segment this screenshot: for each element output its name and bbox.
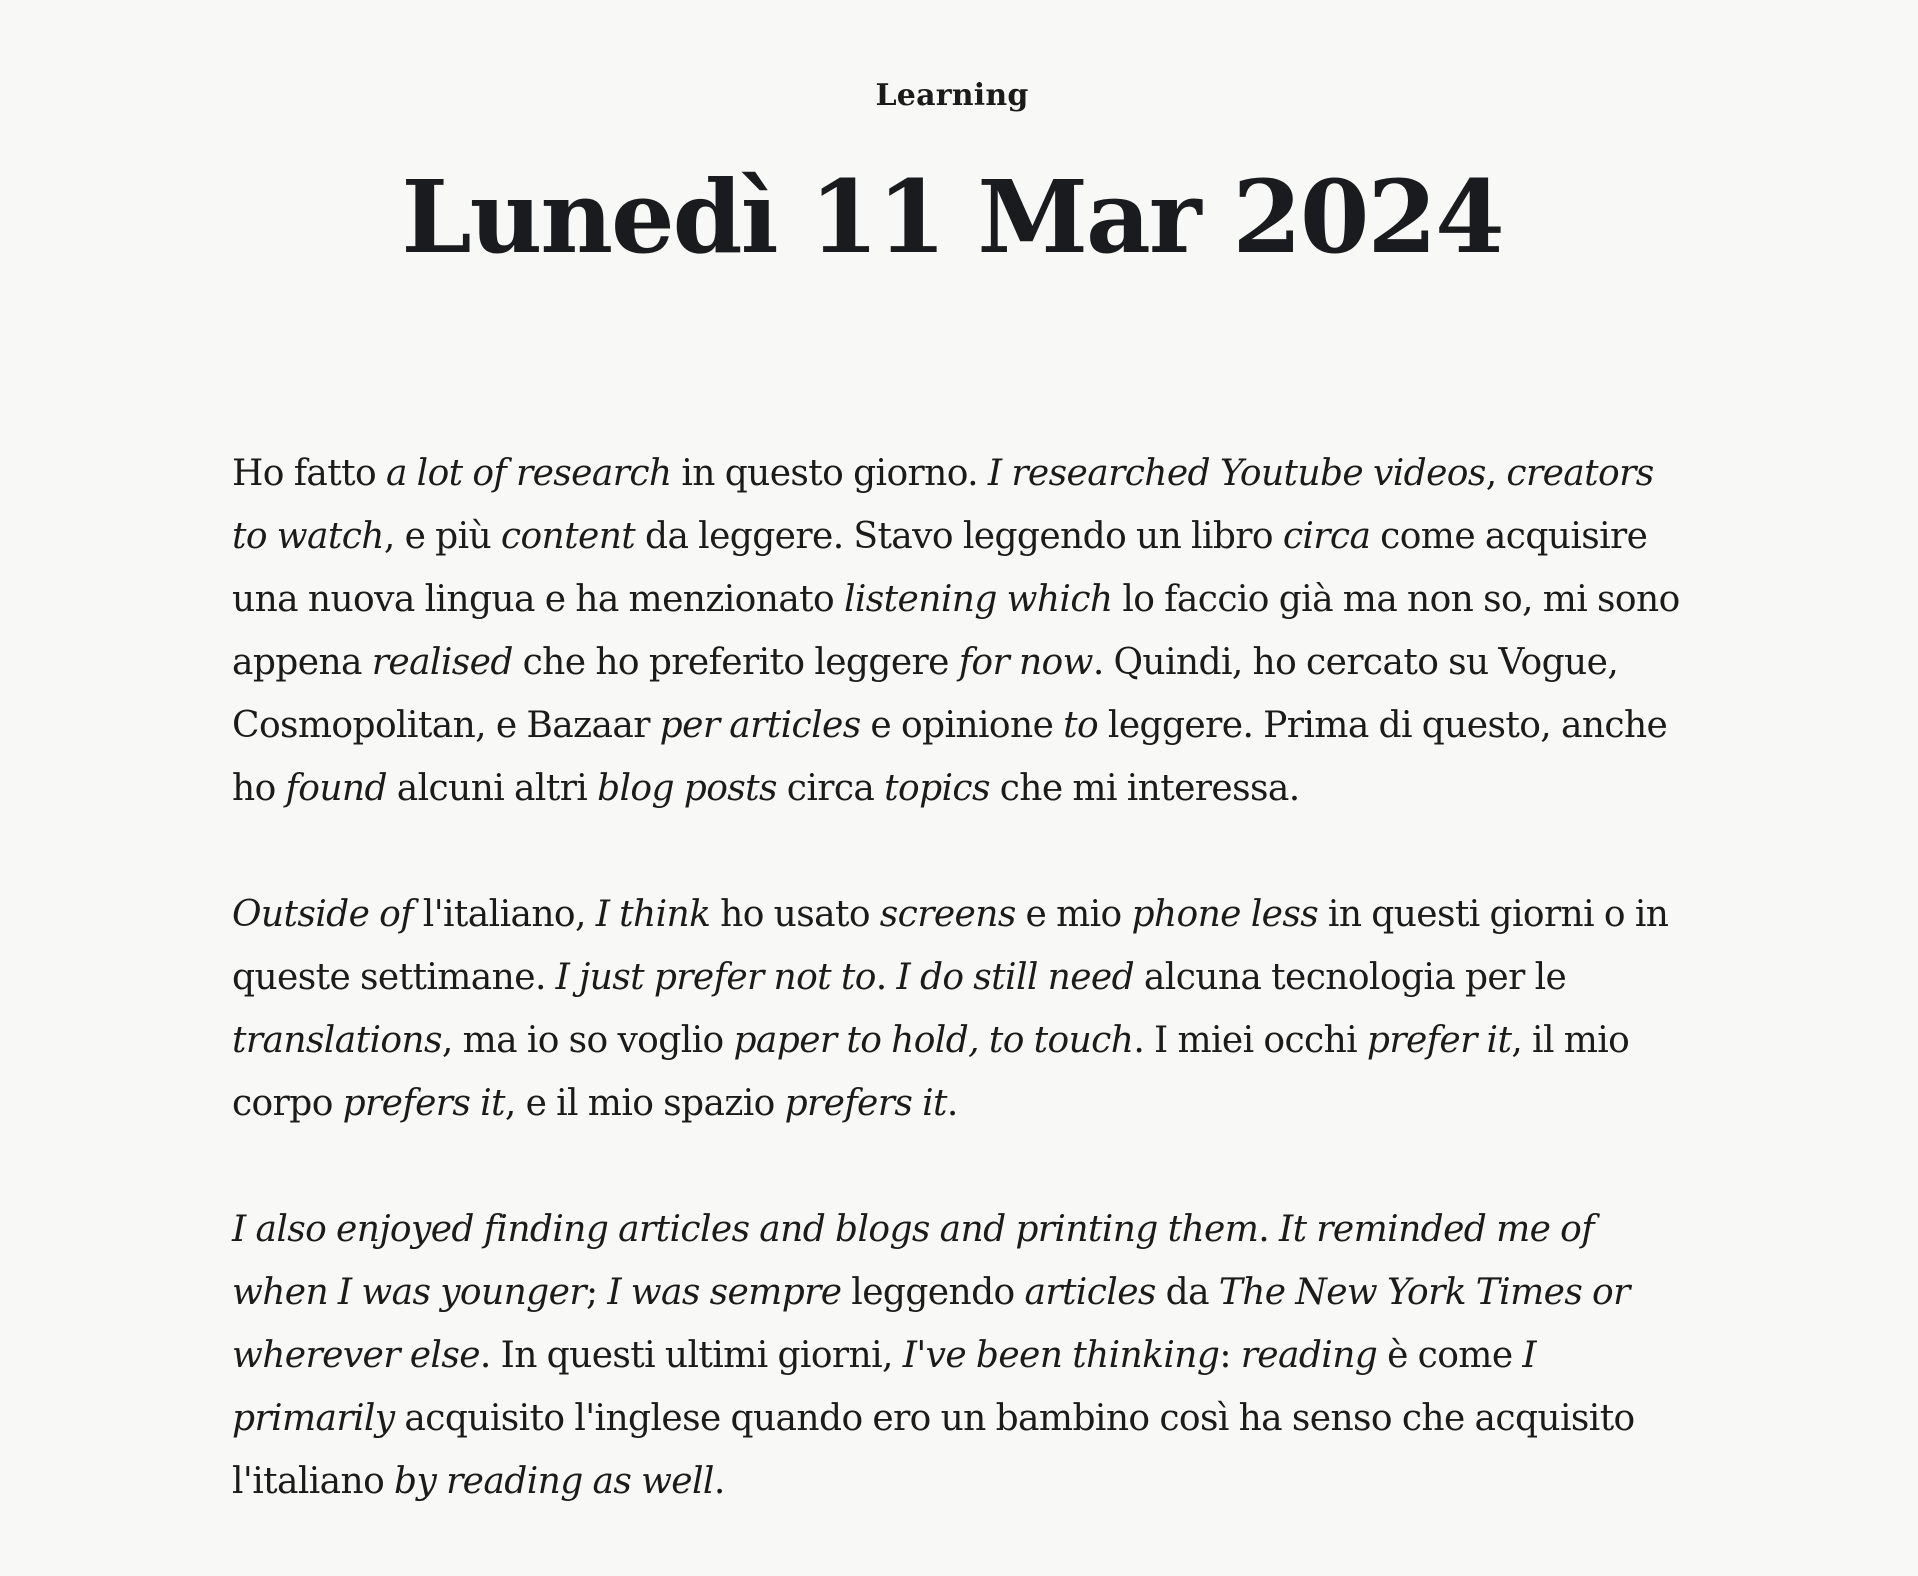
text-run: circa — [776, 768, 885, 809]
text-run: , il mio corpo — [232, 1020, 1630, 1124]
italic-run: per articles — [659, 705, 861, 746]
italic-run: I think — [595, 894, 711, 935]
italic-run: paper to hold, to touch — [733, 1020, 1134, 1061]
italic-run: It reminded me of when I was younger — [232, 1209, 1594, 1313]
italic-run: Outside of — [232, 894, 413, 935]
text-run: , — [1485, 453, 1507, 494]
italic-run: I've been thinking — [902, 1335, 1220, 1376]
italic-run: The New York Times or wherever else — [232, 1272, 1630, 1376]
text-run: leggendo — [841, 1272, 1025, 1313]
text-run: . I miei occhi — [1133, 1020, 1367, 1061]
text-run: da — [1155, 1272, 1219, 1313]
italic-run: I do still need — [896, 957, 1135, 998]
page-title: Lunedì 11 Mar 2024 — [401, 158, 1503, 276]
italic-run: phone less — [1131, 894, 1319, 935]
italic-run: blog posts — [597, 768, 777, 809]
italic-run: translations — [232, 1020, 442, 1061]
italic-run: creators to watch — [232, 453, 1654, 557]
italic-run: prefers it — [784, 1083, 947, 1124]
text-run: acquisito l'inglese quando ero un bambino così ha senso che acquisito l'italiano — [232, 1398, 1635, 1502]
text-run: in questi giorni o in queste settimane. — [232, 894, 1669, 998]
italic-run: I primarily — [232, 1335, 1537, 1439]
italic-run: listening which — [843, 579, 1113, 620]
text-run: alcuna tecnologia per le — [1134, 957, 1567, 998]
text-run: : — [1219, 1335, 1241, 1376]
italic-run: to — [1063, 705, 1099, 746]
italic-run: I researched Youtube videos — [987, 453, 1486, 494]
text-run: che ho preferito leggere — [512, 642, 959, 683]
text-run: . — [946, 1083, 958, 1124]
italic-run: circa — [1282, 516, 1371, 557]
text-run: come acquisire una nuova lingua e ha menzionato — [232, 516, 1648, 620]
text-run: Ho fatto — [232, 453, 386, 494]
italic-run: a lot of research — [385, 453, 672, 494]
italic-run: prefers it — [342, 1083, 505, 1124]
text-run: l'italiano, — [412, 894, 596, 935]
text-run: , ma io so voglio — [441, 1020, 734, 1061]
text-run: , e il mio spazio — [504, 1083, 785, 1124]
text-run: alcuni altri — [386, 768, 598, 809]
italic-run: I was sempre — [607, 1272, 842, 1313]
text-run: . Quindi, ho cercato su Vogue, Cosmopolitan, e Bazaar — [232, 642, 1619, 746]
italic-run: reading — [1240, 1335, 1378, 1376]
italic-run: prefer it — [1366, 1020, 1512, 1061]
italic-run: by reading as well — [394, 1461, 714, 1502]
italic-run: topics — [884, 768, 990, 809]
text-run: . — [875, 957, 897, 998]
italic-run: I just prefer not to — [555, 957, 876, 998]
article-body — [232, 442, 1682, 1576]
paragraph — [232, 442, 1682, 820]
text-run: e mio — [1015, 894, 1132, 935]
italic-run: screens — [879, 894, 1016, 935]
italic-run: content — [500, 516, 636, 557]
category-label[interactable]: Learning — [875, 78, 1029, 113]
italic-run: articles — [1024, 1272, 1156, 1313]
italic-run: for now — [958, 642, 1093, 683]
text-run: ho usato — [710, 894, 880, 935]
text-run: . In questi ultimi giorni, — [479, 1335, 903, 1376]
text-run: ; — [585, 1272, 608, 1313]
paragraph — [232, 883, 1682, 1135]
italic-run: realised — [371, 642, 513, 683]
text-run: da leggere. Stavo leggendo un libro — [635, 516, 1283, 557]
text-run: e opinione — [860, 705, 1064, 746]
text-run: . — [1258, 1209, 1279, 1250]
paragraph — [232, 1198, 1682, 1513]
text-run: , e più — [383, 516, 501, 557]
text-run: in questo giorno. — [671, 453, 988, 494]
text-run: . — [713, 1461, 725, 1502]
italic-run: I also enjoyed finding articles and blogs and printing them — [232, 1209, 1259, 1250]
text-run: leggere. Prima di questo, anche ho — [232, 705, 1668, 809]
italic-run: found — [285, 768, 387, 809]
text-run: che mi interessa. — [989, 768, 1300, 809]
text-run: è come — [1377, 1335, 1523, 1376]
text-run: lo faccio già ma non so, mi sono appena — [232, 579, 1680, 683]
